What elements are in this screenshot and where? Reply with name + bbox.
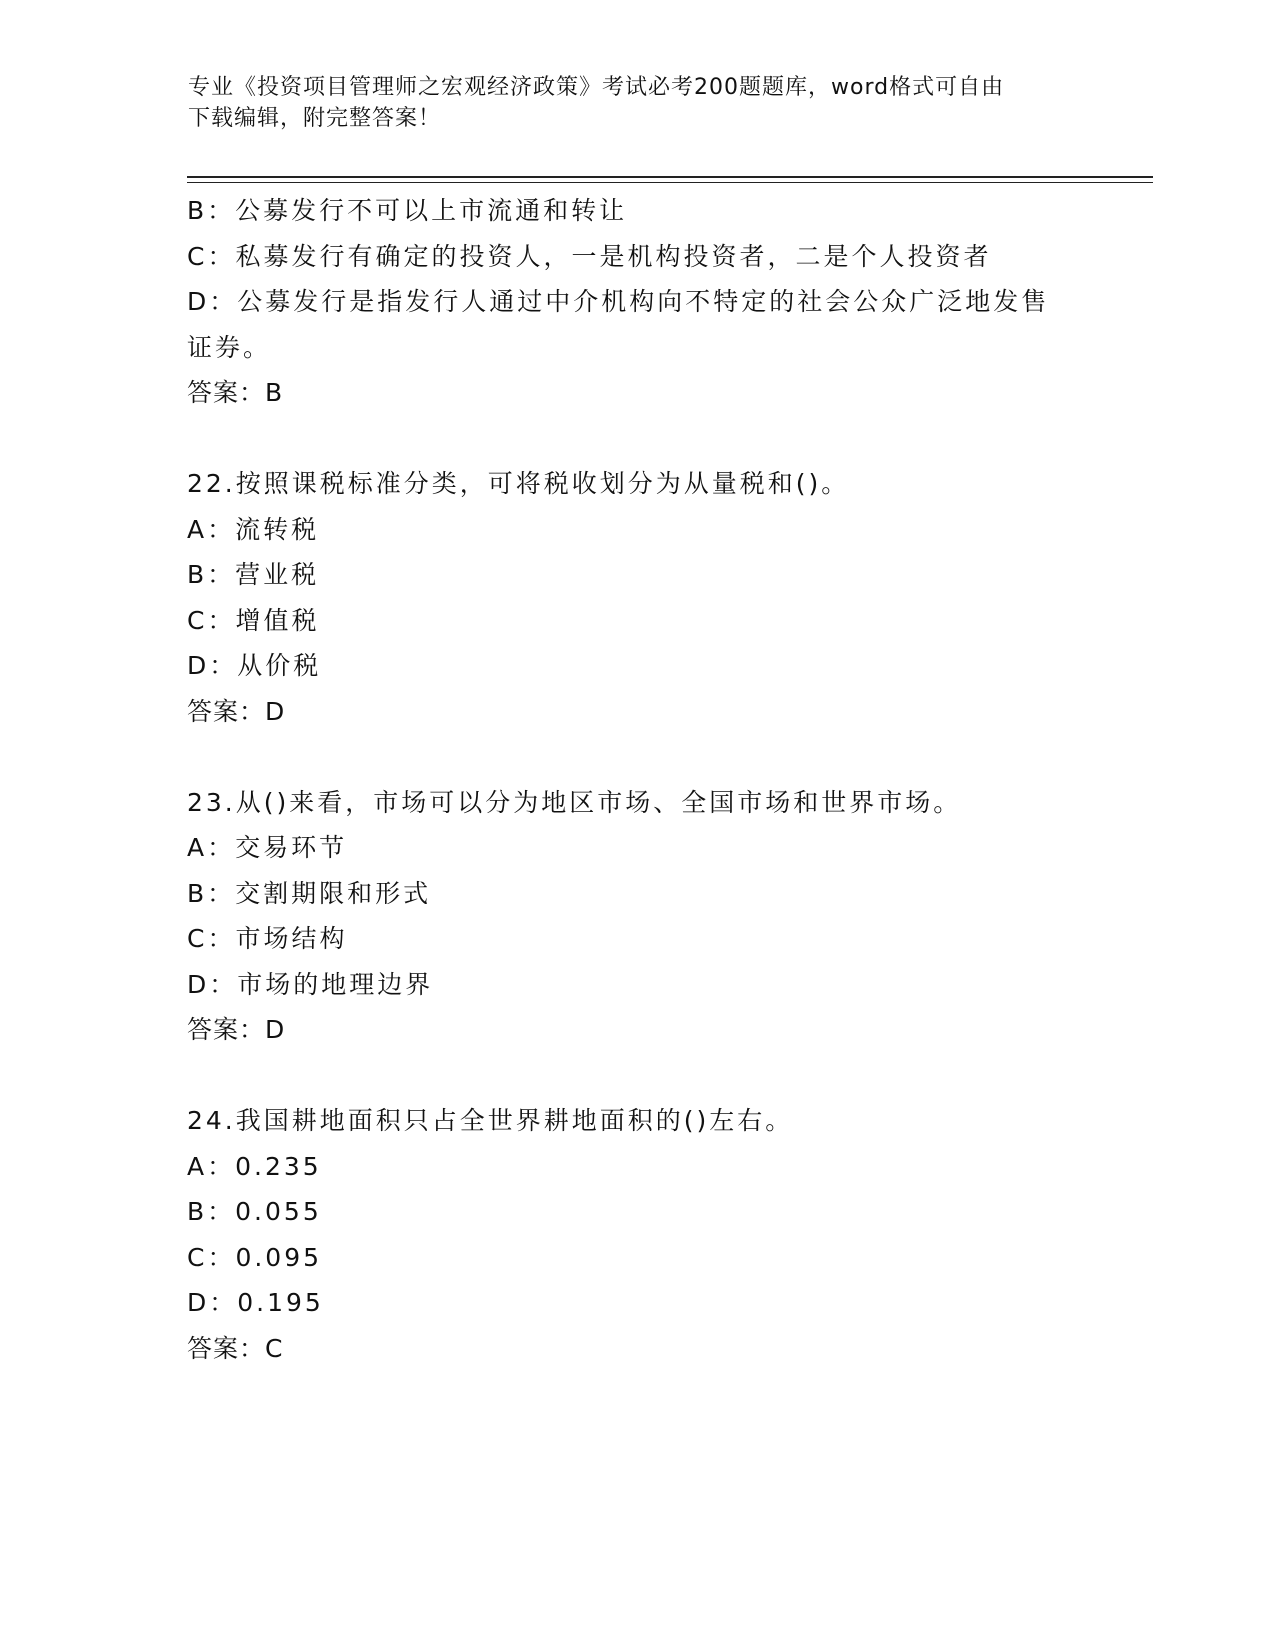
- answer-line: 答案：D: [187, 696, 286, 726]
- answer-line: 答案：C: [187, 1333, 284, 1363]
- option-c: C：0.095: [187, 1242, 323, 1272]
- option-a: A：交易环节: [187, 833, 348, 862]
- question-text: 24.我国耕地面积只占全世界耕地面积的()左右。: [187, 1106, 794, 1135]
- document-header: [188, 72, 1088, 134]
- option-d: D：从价税: [187, 651, 322, 680]
- spacer: [187, 734, 1087, 780]
- option-b: B：交割期限和形式: [187, 878, 432, 908]
- option-b: B：0.055: [187, 1197, 322, 1226]
- spacer: [187, 416, 1087, 462]
- option-d: D：0.195: [187, 1288, 324, 1317]
- question-block-24: [187, 1098, 1087, 1371]
- header-line-2: 下载编辑，附完整答案！: [188, 106, 442, 131]
- header-divider-thin: [187, 182, 1153, 183]
- option-c: C：增值税: [187, 605, 320, 635]
- header-line-1: 专业《投资项目管理师之宏观经济政策》考试必考200题题库，word格式可自由: [188, 75, 1005, 100]
- option-d-continued: 证券。: [187, 332, 272, 362]
- question-block-prev: [187, 188, 1087, 416]
- question-list: [187, 188, 1087, 1371]
- option-c: C：私募发行有确定的投资人，一是机构投资者，二是个人投资者: [187, 241, 992, 271]
- question-block-22: [187, 461, 1087, 734]
- option-d: D：公募发行是指发行人通过中介机构向不特定的社会公众广泛地发售: [187, 287, 1050, 316]
- option-a: A：流转税: [187, 514, 320, 544]
- option-b: B：营业税: [187, 560, 320, 589]
- answer-line: 答案：D: [187, 1015, 286, 1044]
- spacer: [187, 1053, 1087, 1099]
- option-b: B：公募发行不可以上市流通和转让: [187, 196, 628, 225]
- question-block-23: [187, 780, 1087, 1053]
- option-c: C：市场结构: [187, 924, 348, 953]
- question-text: 23.从()来看，市场可以分为地区市场、全国市场和世界市场。: [187, 787, 962, 817]
- answer-line: 答案：B: [187, 378, 284, 407]
- header-divider-thick: [187, 176, 1153, 178]
- option-d: D：市场的地理边界: [187, 969, 434, 999]
- question-text: 22.按照课税标准分类，可将税收划分为从量税和()。: [187, 469, 850, 498]
- option-a: A：0.235: [187, 1151, 322, 1181]
